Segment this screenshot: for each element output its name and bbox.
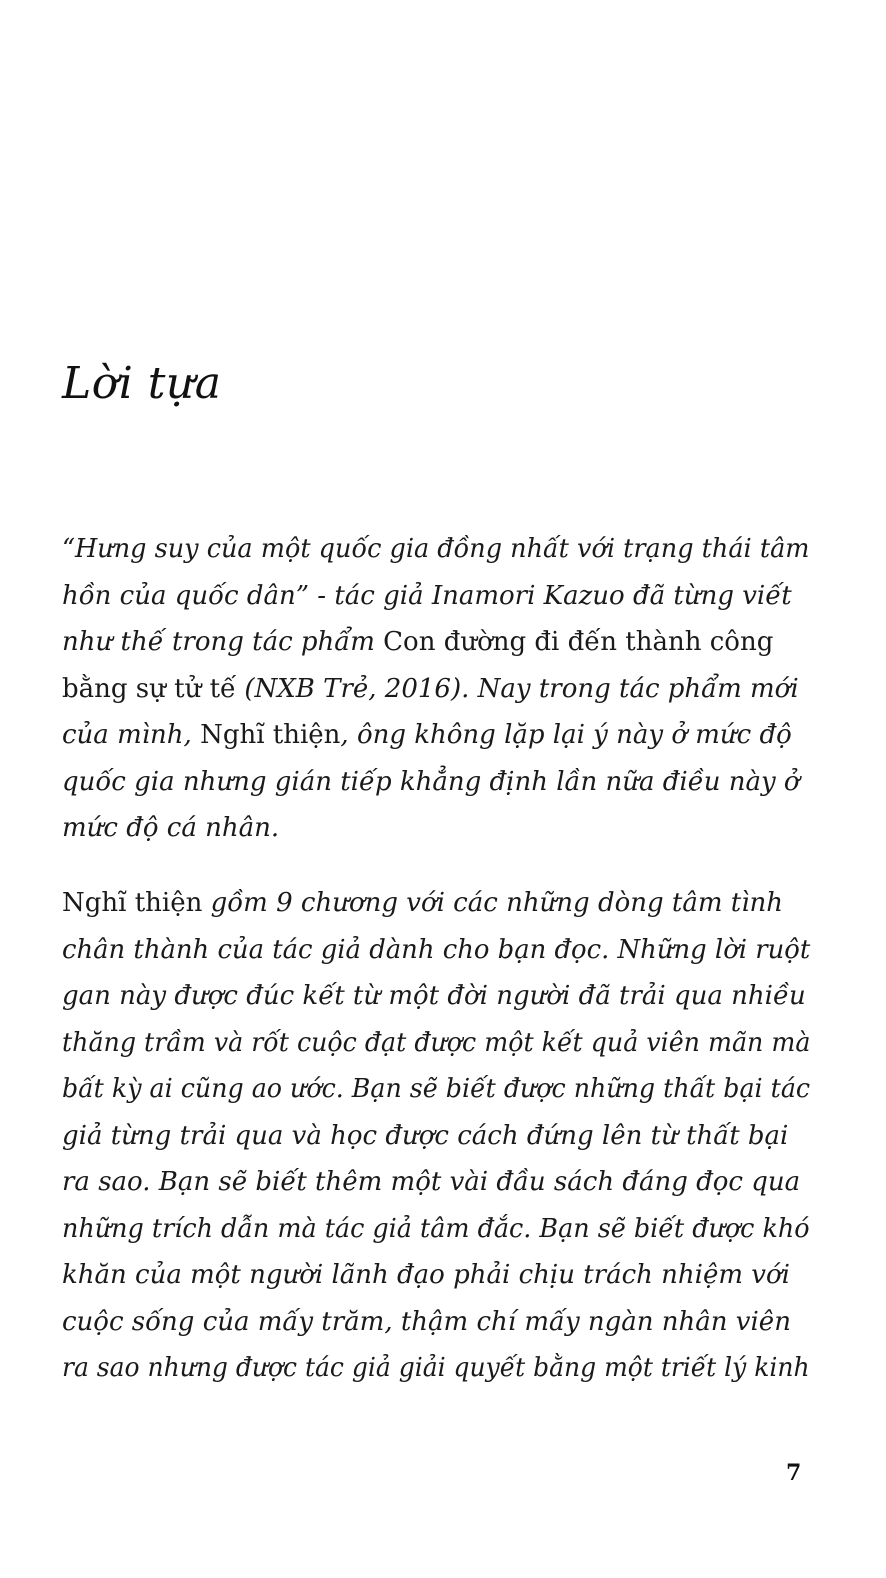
text-line: gan này được đúc kết từ một đời người đã trải qua nhiều	[62, 981, 806, 1011]
text-line: chân thành của tác giả dành cho bạn đọc. Những lời ruột	[62, 934, 811, 965]
text-line: quốc gia nhưng gián tiếp khẳng định lần nữa điều này ở	[62, 766, 800, 797]
text-line	[62, 619, 810, 666]
paragraph-2	[62, 880, 810, 1392]
text-line	[62, 712, 810, 759]
text-line: mức độ cá nhân.	[62, 813, 280, 843]
text-line: hồn của quốc dân” - tác giả Inamori Kazuo đã từng viết	[62, 580, 792, 611]
book-title-run: Nghĩ thiện	[200, 720, 341, 750]
text-line: ra sao nhưng được tác giả giải quyết bằng một triết lý kinh	[62, 1353, 810, 1383]
text-run: như thế trong tác phẩm	[62, 627, 375, 657]
book-title-run: Nghĩ thiện	[62, 888, 203, 918]
text-line	[62, 880, 810, 927]
page-title: Lời tựa	[62, 358, 222, 409]
paragraph-1	[62, 526, 810, 852]
text-line: khăn của một người lãnh đạo phải chịu trách nhiệm với	[62, 1260, 790, 1290]
text-line	[62, 666, 810, 713]
text-line: ra sao. Bạn sẽ biết thêm một vài đầu sách đáng đọc qua	[62, 1167, 801, 1197]
text-run: , ông không lặp lại ý này ở mức độ	[340, 720, 792, 750]
text-line: những trích dẫn mà tác giả tâm đắc. Bạn sẽ biết được khó	[62, 1213, 810, 1244]
book-title-run: bằng sự tử tế	[62, 673, 237, 704]
text-line: bất kỳ ai cũng ao ước. Bạn sẽ biết được những thất bại tác	[62, 1074, 811, 1104]
page-number: 7	[786, 1460, 802, 1486]
book-title-run: Con đường đi đến thành công	[374, 627, 774, 657]
text-run: của mình,	[62, 720, 201, 750]
text-run: gồm 9 chương với các những dòng tâm tình	[202, 888, 784, 918]
text-line: thăng trầm và rốt cuộc đạt được một kết quả viên mãn mà	[62, 1027, 811, 1058]
text-line: giả từng trải qua và học được cách đứng lên từ thất bại	[62, 1120, 789, 1151]
text-line: “Hưng suy của một quốc gia đồng nhất với trạng thái tâm	[62, 534, 810, 564]
text-line: cuộc sống của mấy trăm, thậm chí mấy ngàn nhân viên	[62, 1306, 791, 1337]
text-run: (NXB Trẻ, 2016). Nay trong tác phẩm mới	[236, 673, 799, 704]
